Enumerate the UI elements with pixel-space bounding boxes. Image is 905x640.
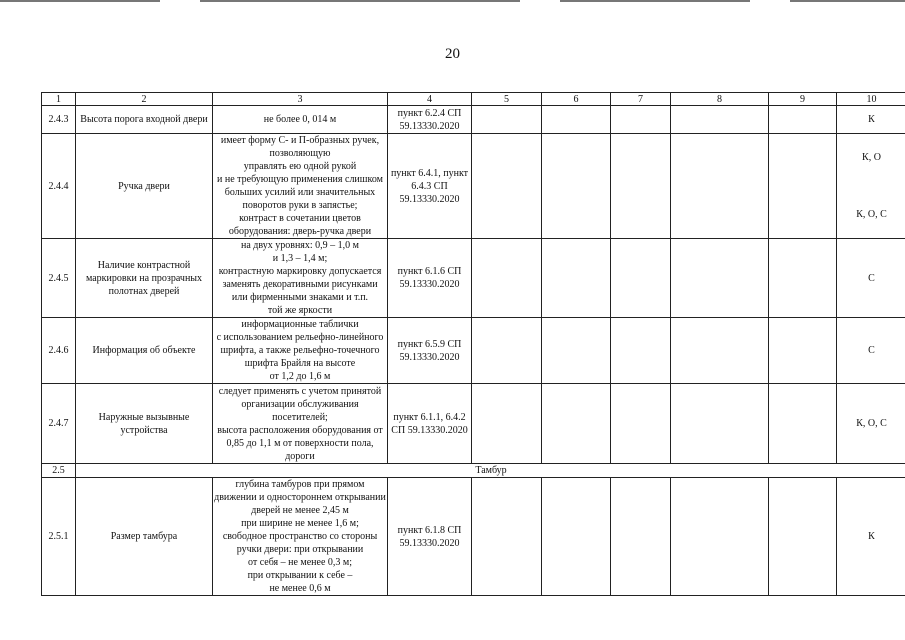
row-reference: пункт 6.2.4 СП 59.13330.2020	[388, 106, 472, 134]
checklist-table	[41, 92, 905, 596]
row-code: 2.4.5	[42, 239, 76, 318]
col-header: 7	[611, 93, 671, 106]
row-name: Размер тамбура	[76, 478, 213, 596]
row-mark: К, О, С	[837, 384, 905, 464]
row-name: Наличие контрастной маркировки на прозрачных полотнах дверей	[76, 239, 213, 318]
row-mark-secondary: К, О, С	[856, 209, 887, 220]
table-row	[42, 106, 905, 134]
page-number: 20	[445, 46, 460, 62]
table-row	[42, 318, 905, 384]
row-name: Высота порога входной двери	[76, 106, 213, 134]
row-code: 2.4.3	[42, 106, 76, 134]
scan-edge-line	[790, 0, 905, 2]
col-header: 10	[837, 93, 905, 106]
row-reference: пункт 6.5.9 СП 59.13330.2020	[388, 318, 472, 384]
row-code: 2.5.1	[42, 478, 76, 596]
row-reference: пункт 6.1.8 СП 59.13330.2020	[388, 478, 472, 596]
row-requirement: не более 0, 014 м	[213, 106, 388, 134]
row-name: Информация об объекте	[76, 318, 213, 384]
table-row	[42, 239, 905, 318]
section-title: Тамбур	[76, 464, 905, 478]
row-requirement: информационные таблички с использованием рельефно-линейного шрифта, а также рельефно-точечного шрифта Брайля на высоте от 1,2 до 1,6 м	[213, 318, 388, 384]
col-header: 1	[42, 93, 76, 106]
section-code: 2.5	[42, 464, 76, 478]
row-reference: пункт 6.4.1, пункт 6.4.3 СП 59.13330.2020	[388, 134, 472, 239]
row-code: 2.4.7	[42, 384, 76, 464]
col-header: 2	[76, 93, 213, 106]
row-code: 2.4.6	[42, 318, 76, 384]
col-header: 3	[213, 93, 388, 106]
row-mark: К	[837, 478, 905, 596]
scan-edge-line	[0, 0, 160, 2]
row-code: 2.4.4	[42, 134, 76, 239]
col-header: 6	[542, 93, 611, 106]
scan-edge-line	[200, 0, 520, 2]
row-mark: К, О	[862, 152, 881, 163]
row-mark: С	[837, 239, 905, 318]
col-header: 5	[472, 93, 542, 106]
col-header: 8	[671, 93, 769, 106]
col-header: 4	[388, 93, 472, 106]
row-name: Ручка двери	[76, 134, 213, 239]
section-row	[42, 464, 905, 478]
row-name: Наружные вызывные устройства	[76, 384, 213, 464]
row-mark-cell	[837, 134, 905, 239]
header-row	[42, 93, 905, 106]
table-row	[42, 134, 905, 239]
scan-edge-line	[560, 0, 750, 2]
row-reference: пункт 6.1.6 СП 59.13330.2020	[388, 239, 472, 318]
row-mark: К	[837, 106, 905, 134]
row-requirement: следует применять с учетом принятой организации обслуживания посетителей; высота расположения оборудования от 0,85 до 1,1 м от поверхности пола, дороги	[213, 384, 388, 464]
table-row	[42, 384, 905, 464]
row-mark: С	[837, 318, 905, 384]
row-requirement: имеет форму С- и П-образных ручек, позволяющую управлять ею одной рукой и не требующую применения слишком больших усилий или значительных поворотов руки в запястье; контраст в сочетании цветов оборудования: дверь-ручка двери	[213, 134, 388, 239]
col-header: 9	[769, 93, 837, 106]
row-requirement: глубина тамбуров при прямом движении и одностороннем открывании дверей не менее 2,45 м при ширине не менее 1,6 м; свободное пространство со стороны ручки двери: при открывании от себя – не менее 0,3 м; при открывании к себе – не менее 0,6 м	[214, 479, 386, 594]
row-reference: пункт 6.1.1, 6.4.2 СП 59.13330.2020	[388, 384, 472, 464]
row-requirement: на двух уровнях: 0,9 – 1,0 м и 1,3 – 1,4 м; контрастную маркировку допускается заменять декоративными рисунками или фирменными знаками и т.п. той же яркости	[213, 239, 388, 318]
table-row	[42, 478, 905, 596]
